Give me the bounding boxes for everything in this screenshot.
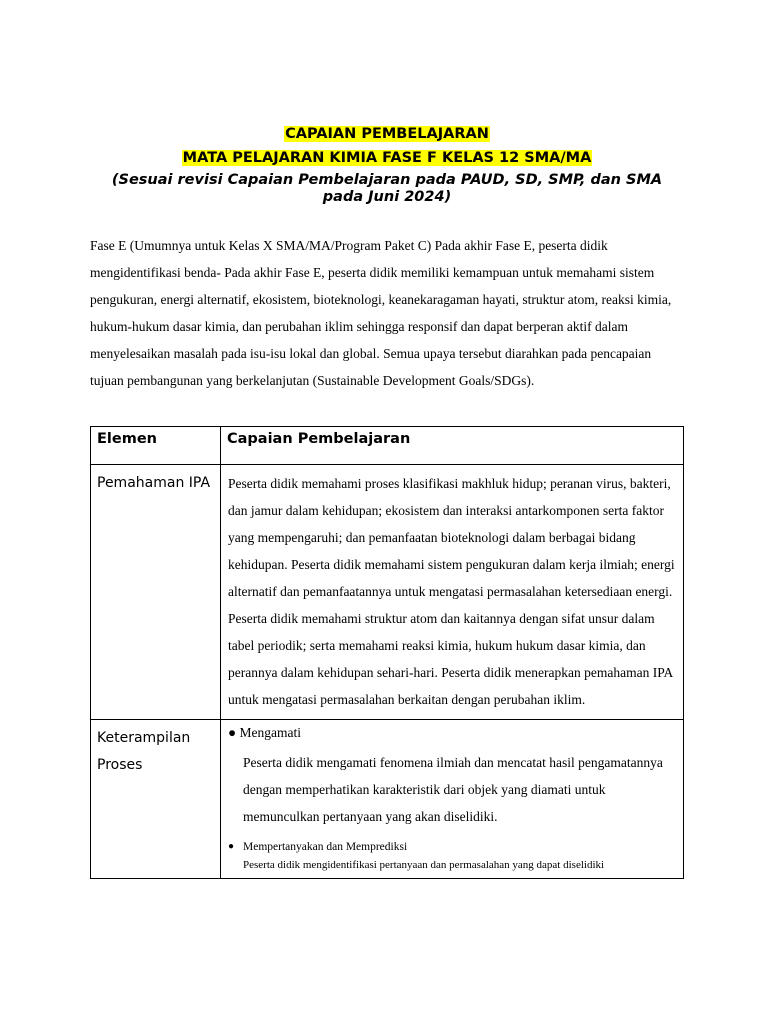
table-header-row bbox=[91, 427, 684, 465]
subtitle: (Sesuai revisi Capaian Pembelajaran pada PAUD, SD, SMP, dan SMA pada Juni 2024) bbox=[111, 172, 663, 205]
list-item bbox=[228, 720, 677, 746]
title-line-2 bbox=[90, 146, 684, 170]
title-line-2-text: MATA PELAJARAN KIMIA FASE F KELAS 12 SMA/MA bbox=[182, 150, 592, 166]
table-row bbox=[91, 465, 684, 720]
table-row bbox=[91, 720, 684, 879]
title-line-1 bbox=[90, 122, 684, 146]
list-item-text: Peserta didik mengamati fenomena ilmiah dan mencatat hasil pengamatannya dengan memperhatikan karakteristik dari objek yang diamati untuk memunculkan pertanyaan yang akan diselidiki. bbox=[243, 755, 663, 824]
bullet-icon: ● bbox=[228, 725, 237, 740]
list-item-title: Mempertanyakan dan Memprediksi bbox=[243, 841, 408, 853]
capaian-cell: Peserta didik memahami proses klasifikasi makhluk hidup; peranan virus, bakteri, dan jamur dalam kehidupan; ekosistem dan interaksi antarkomponen serta faktor yang mempengaruhi; dan pemanfaatan bioteknologi dalam berbagai bidang kehidupan. Peserta didik memahami sistem pengukuran dalam kerja ilmiah; energi alternatif dan pemanfaatannya untuk mengatasi permasalahan ketersediaan energi. Peserta didik memahami struktur atom dan kaitannya dengan sifat unsur dalam tabel periodik; serta memahami reaksi kimia, hukum hukum dasar kimia, dan perannya dalam kehidupan sehari-hari. Peserta didik menerapkan pemahaman IPA untuk mengatasi permasalahan berkaitan dengan perubahan iklim. bbox=[221, 465, 684, 720]
elemen-cell: Keterampilan Proses bbox=[91, 720, 221, 879]
header-capaian: Capaian Pembelajaran bbox=[221, 427, 684, 465]
list-item bbox=[228, 838, 677, 856]
capaian-cell bbox=[221, 720, 684, 879]
list-item-title: Mengamati bbox=[239, 725, 302, 740]
list-item-text: Peserta didik mengidentifikasi pertanyaan dan permasalahan yang dapat diselidiki bbox=[243, 859, 605, 871]
capaian-table bbox=[90, 426, 684, 879]
elemen-cell: Pemahaman IPA bbox=[91, 465, 221, 720]
title-block bbox=[90, 122, 684, 206]
bullet-icon: ● bbox=[228, 841, 235, 852]
header-elemen: Elemen bbox=[91, 427, 221, 465]
intro-paragraph: Fase E (Umumnya untuk Kelas X SMA/MA/Program Paket C) Pada akhir Fase E, peserta didik mengidentifikasi benda- Pada akhir Fase E, peserta didik memiliki kemampuan untuk memahami sistem pengukuran, energi alternatif, ekosistem, bioteknologi, keanekaragaman hayati, struktur atom, reaksi kimia, hukum-hukum dasar kimia, dan perubahan iklim sehingga responsif dan dapat berperan aktif dalam menyelesaikan masalah pada isu-isu lokal dan global. Semua upaya tersebut diarahkan pada pencapaian tujuan pembangunan yang berkelanjutan (Sustainable Development Goals/SDGs). bbox=[90, 238, 672, 388]
title-line-1-text: CAPAIAN PEMBELAJARAN bbox=[285, 126, 489, 142]
